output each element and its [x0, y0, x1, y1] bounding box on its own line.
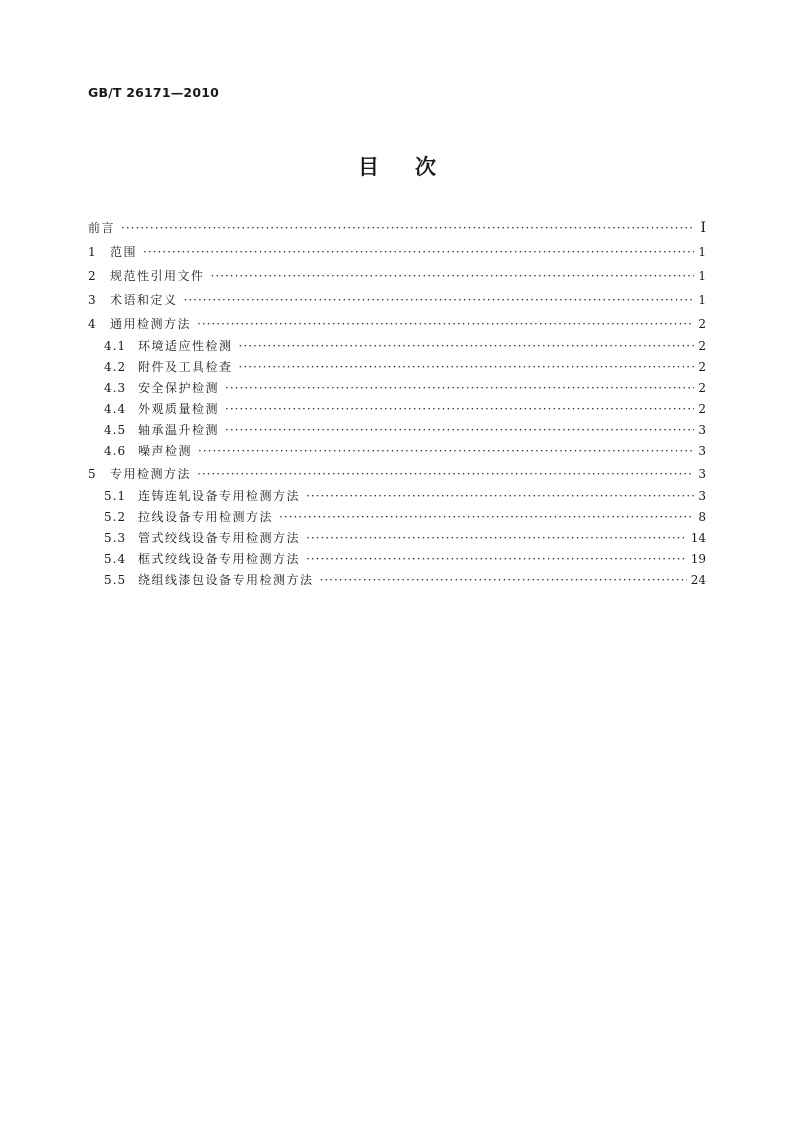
toc-entry-2[interactable]: [88, 264, 706, 288]
toc-entry-number: 4.5: [104, 423, 127, 437]
toc-entry-number: 5.2: [104, 510, 127, 524]
toc-entry-number: 4.4: [104, 402, 127, 416]
toc-leader-dots: [306, 528, 687, 549]
toc-entry-5[interactable]: [88, 462, 706, 486]
toc-entry-page: 1: [698, 293, 706, 307]
toc-entry-number: 5.4: [104, 552, 127, 566]
toc-entry-page: 2: [698, 339, 706, 353]
toc-leader-dots: [184, 288, 694, 312]
toc-entry-page: 8: [698, 510, 706, 524]
toc-leader-dots: [143, 240, 694, 264]
toc-entry-label: 框式绞线设备专用检测方法: [138, 552, 301, 566]
toc-entry-label: 轴承温升检测: [138, 423, 220, 437]
toc-entry-5-4[interactable]: [88, 549, 706, 570]
toc-entry-5-2[interactable]: [88, 507, 706, 528]
toc-entry-label: 环境适应性检测: [138, 339, 233, 353]
toc-entry-4-5[interactable]: [88, 420, 706, 441]
toc-entry-label: 规范性引用文件: [110, 269, 205, 283]
toc-entry-4-4[interactable]: [88, 399, 706, 420]
toc-leader-dots: [121, 216, 694, 240]
toc-leader-dots: [306, 486, 694, 507]
toc-entry-label: 绕组线漆包设备专用检测方法: [138, 573, 314, 587]
table-of-contents: [88, 216, 706, 591]
toc-leader-dots: [211, 264, 694, 288]
toc-leader-dots: [225, 378, 694, 399]
toc-leader-dots: [225, 399, 694, 420]
toc-leader-dots: [239, 336, 694, 357]
toc-entry-number: 5.5: [104, 573, 127, 587]
toc-entry-number: 4.6: [104, 444, 127, 458]
toc-entry-page: 3: [698, 489, 706, 503]
toc-entry-number: 5.1: [104, 489, 127, 503]
toc-entry-4-6[interactable]: [88, 441, 706, 462]
toc-entry-label: 前言: [88, 221, 116, 235]
toc-entry-page: 24: [690, 573, 706, 587]
toc-entry-label: 专用检测方法: [110, 467, 192, 481]
toc-entry-page: 1: [698, 269, 706, 283]
toc-entry-5-3[interactable]: [88, 528, 706, 549]
toc-entry-page: 2: [698, 360, 706, 374]
toc-entry-3[interactable]: [88, 288, 706, 312]
toc-entry-number: 1: [88, 245, 96, 259]
toc-entry-page: 2: [698, 402, 706, 416]
toc-entry-label: 安全保护检测: [138, 381, 220, 395]
toc-leader-dots: [225, 420, 694, 441]
toc-entry-label: 通用检测方法: [110, 317, 192, 331]
toc-entry-page: 3: [698, 467, 706, 481]
toc-entry-number: 4.3: [104, 381, 127, 395]
toc-entry-label: 范围: [110, 245, 138, 259]
toc-entry-label: 外观质量检测: [138, 402, 220, 416]
toc-title: 目次: [358, 155, 472, 179]
toc-entry-1[interactable]: [88, 240, 706, 264]
toc-entry-page: 2: [698, 381, 706, 395]
toc-entry-label: 连铸连轧设备专用检测方法: [138, 489, 301, 503]
toc-entry-label: 拉线设备专用检测方法: [138, 510, 274, 524]
toc-entry-number: 5: [88, 467, 96, 481]
toc-leader-dots: [198, 441, 694, 462]
toc-entry-4-2[interactable]: [88, 357, 706, 378]
toc-entry-number: 5.3: [104, 531, 127, 545]
toc-leader-dots: [306, 549, 687, 570]
toc-entry-4-3[interactable]: [88, 378, 706, 399]
toc-leader-dots: [320, 570, 687, 591]
toc-leader-dots: [197, 462, 694, 486]
toc-entry-4[interactable]: [88, 312, 706, 336]
toc-entry-page: 2: [698, 317, 706, 331]
toc-leader-dots: [239, 357, 694, 378]
toc-entry-label: 噪声检测: [138, 444, 193, 458]
toc-leader-dots: [197, 312, 694, 336]
toc-entry-page: 19: [690, 552, 706, 566]
toc-entry-page: 1: [698, 245, 706, 259]
toc-entry-page: 3: [698, 423, 706, 437]
toc-entry-number: 4.1: [104, 339, 127, 353]
toc-leader-dots: [279, 507, 694, 528]
standard-code: GB/T 26171—2010: [88, 85, 220, 100]
toc-entry-4-1[interactable]: [88, 336, 706, 357]
toc-entry-label: 管式绞线设备专用检测方法: [138, 531, 301, 545]
toc-entry-number: 2: [88, 269, 96, 283]
toc-entry-number: 3: [88, 293, 96, 307]
toc-entry-5-1[interactable]: [88, 486, 706, 507]
toc-entry-page: 3: [698, 444, 706, 458]
toc-entry-5-5[interactable]: [88, 570, 706, 591]
toc-entry-label: 附件及工具检查: [138, 360, 233, 374]
toc-entry-preface[interactable]: [88, 216, 706, 240]
toc-entry-number: 4: [88, 317, 96, 331]
toc-entry-label: 术语和定义: [110, 293, 178, 307]
toc-entry-page: Ⅰ: [700, 220, 706, 236]
toc-entry-page: 14: [690, 531, 706, 545]
toc-entry-number: 4.2: [104, 360, 127, 374]
